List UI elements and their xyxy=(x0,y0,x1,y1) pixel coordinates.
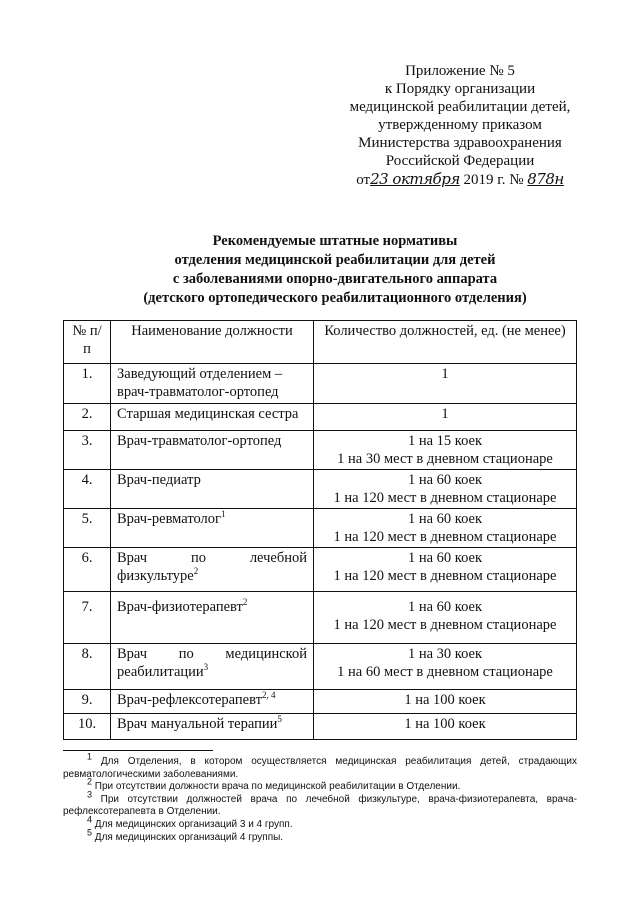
row-name xyxy=(111,714,314,740)
date-year: 2019 г. № xyxy=(463,172,524,188)
row-qty xyxy=(314,644,577,690)
footnote-separator xyxy=(63,750,213,751)
name-line xyxy=(117,567,307,585)
name-word: по xyxy=(178,646,194,662)
footnote xyxy=(63,789,577,819)
appendix-line: Российской Федерации xyxy=(385,153,535,169)
footnote-ref: 1 xyxy=(220,509,226,520)
footnote-mark: 3 xyxy=(87,789,93,800)
qty-day-places: 1 на 60 мест в дневном стационаре xyxy=(337,664,553,680)
handwritten-order-number: 878н xyxy=(527,170,564,188)
footnote-text: Для Отделения, в котором осуществляется медицинская реабилитация детей, страдающих ревматологическими заболеваниями. xyxy=(63,756,577,780)
qty-day-places: 1 на 120 мест в дневном стационаре xyxy=(333,568,557,584)
row-name: Врач-педиатр xyxy=(111,470,314,509)
qty-beds: 1 на 100 коек xyxy=(404,692,486,708)
row-num: 7. xyxy=(64,592,111,644)
table-row xyxy=(64,470,577,509)
name-word: реабилитации xyxy=(117,664,204,680)
header-qty: Количество должностей, ед. (не менее) xyxy=(314,321,577,364)
name-word: Врач xyxy=(117,646,148,662)
position-name: Врач мануальной терапии xyxy=(117,716,278,732)
name-word: медицинской xyxy=(225,646,307,662)
handwritten-date: 23 октября xyxy=(370,170,460,188)
footnote-text: Для медицинских организаций 3 и 4 групп. xyxy=(94,818,293,830)
row-num: 8. xyxy=(64,644,111,690)
name-line xyxy=(117,645,307,663)
table-row xyxy=(64,592,577,644)
row-num: 3. xyxy=(64,431,111,470)
qty-day-places: 1 на 120 мест в дневном стационаре xyxy=(333,529,557,545)
qty-beds: 1 на 60 коек xyxy=(407,511,483,527)
row-num: 4. xyxy=(64,470,111,509)
qty-beds: 1 на 100 коек xyxy=(404,716,486,732)
row-name xyxy=(111,548,314,592)
position-name: Врач-ревматолог xyxy=(117,511,221,527)
title-line: Рекомендуемые штатные нормативы xyxy=(212,233,458,249)
appendix-line: медицинской реабилитации детей, xyxy=(349,99,571,115)
appendix-line: Приложение № 5 xyxy=(405,63,515,79)
footnote xyxy=(63,814,577,832)
appendix-header xyxy=(300,62,620,189)
row-name: Старшая медицинская сестра xyxy=(111,404,314,431)
appendix-line: к Порядку организации xyxy=(384,81,536,97)
footnote-ref: 2 xyxy=(193,566,199,577)
name-word: по xyxy=(190,550,206,566)
name-line xyxy=(117,549,307,567)
document-title xyxy=(100,232,570,308)
qty-beds: 1 на 15 коек xyxy=(407,433,483,449)
row-num: 10. xyxy=(64,714,111,740)
row-num: 1. xyxy=(64,364,111,404)
qty-beds: 1 на 30 коек xyxy=(407,646,483,662)
footnote-mark: 4 xyxy=(87,814,93,825)
footnote xyxy=(63,827,577,845)
row-qty xyxy=(314,431,577,470)
header-num: № п/п xyxy=(64,321,111,364)
table-row xyxy=(64,364,577,404)
table-row xyxy=(64,644,577,690)
row-name xyxy=(111,592,314,644)
title-line: с заболеваниями опорно-двигательного аппарата xyxy=(172,271,498,287)
row-num: 2. xyxy=(64,404,111,431)
table-header-row xyxy=(64,321,577,364)
row-qty xyxy=(314,548,577,592)
appendix-line: Министерства здравоохранения xyxy=(358,135,562,151)
title-line: отделения медицинской реабилитации для детей xyxy=(174,252,496,268)
row-qty xyxy=(314,470,577,509)
qty-day-places: 1 на 120 мест в дневном стационаре xyxy=(333,490,557,506)
table-row xyxy=(64,431,577,470)
title-line: (детского ортопедического реабилитационного отделения) xyxy=(143,290,527,306)
date-prefix: от xyxy=(356,172,371,188)
row-qty xyxy=(314,404,577,431)
name-word: лечебной xyxy=(249,550,307,566)
qty-beds: 1 на 60 коек xyxy=(407,472,483,488)
name-line xyxy=(117,663,307,681)
row-qty xyxy=(314,509,577,548)
row-name xyxy=(111,690,314,714)
footnote-ref: 2 xyxy=(242,597,248,608)
appendix-line: утвержденному приказом xyxy=(378,117,542,133)
position-name: Врач-рефлексотерапевт xyxy=(117,692,262,708)
row-name xyxy=(111,509,314,548)
row-name: Врач-травматолог-ортопед xyxy=(111,431,314,470)
row-num: 5. xyxy=(64,509,111,548)
footnote-text: При отсутствии должности врача по медицинской реабилитации в Отделении. xyxy=(94,781,461,793)
row-num: 6. xyxy=(64,548,111,592)
footnote-mark: 1 xyxy=(87,751,93,762)
row-qty xyxy=(314,592,577,644)
qty-day-places: 1 на 30 мест в дневном стационаре xyxy=(337,451,553,467)
footnote-ref: 2, 4 xyxy=(261,690,276,701)
qty-beds: 1 на 60 коек xyxy=(407,599,483,615)
footnote-text: Для медицинских организаций 4 группы. xyxy=(94,831,284,843)
row-name: Заведующий отделением – врач-травматолог-ортопед xyxy=(111,364,314,404)
table-row xyxy=(64,548,577,592)
footnote-ref: 3 xyxy=(203,662,209,673)
order-date-line xyxy=(300,170,620,189)
footnote-ref: 5 xyxy=(277,714,282,725)
footnote xyxy=(63,776,577,794)
table-row xyxy=(64,509,577,548)
table-row xyxy=(64,714,577,740)
position-name: Врач-физиотерапевт xyxy=(117,599,243,615)
footnote xyxy=(63,751,577,781)
footnote-mark: 5 xyxy=(87,827,93,838)
header-name: Наименование должности xyxy=(111,321,314,364)
footnotes xyxy=(63,751,577,844)
qty-beds: 1 xyxy=(441,406,449,422)
row-qty xyxy=(314,714,577,740)
name-word: физкультуре xyxy=(117,568,194,584)
row-name xyxy=(111,644,314,690)
row-qty xyxy=(314,364,577,404)
staffing-table xyxy=(63,320,577,740)
row-qty xyxy=(314,690,577,714)
row-num: 9. xyxy=(64,690,111,714)
name-word: Врач xyxy=(117,550,148,566)
footnote-mark: 2 xyxy=(87,776,93,787)
table-row xyxy=(64,690,577,714)
qty-beds: 1 xyxy=(441,366,449,382)
qty-beds: 1 на 60 коек xyxy=(407,550,483,566)
table-row xyxy=(64,404,577,431)
footnote-text: При отсутствии должностей врача по лечебной физкультуре, врача-физиотерапевта, врача-рефлексотерапевта в Отделении. xyxy=(63,793,577,818)
qty-day-places: 1 на 120 мест в дневном стационаре xyxy=(333,617,557,633)
